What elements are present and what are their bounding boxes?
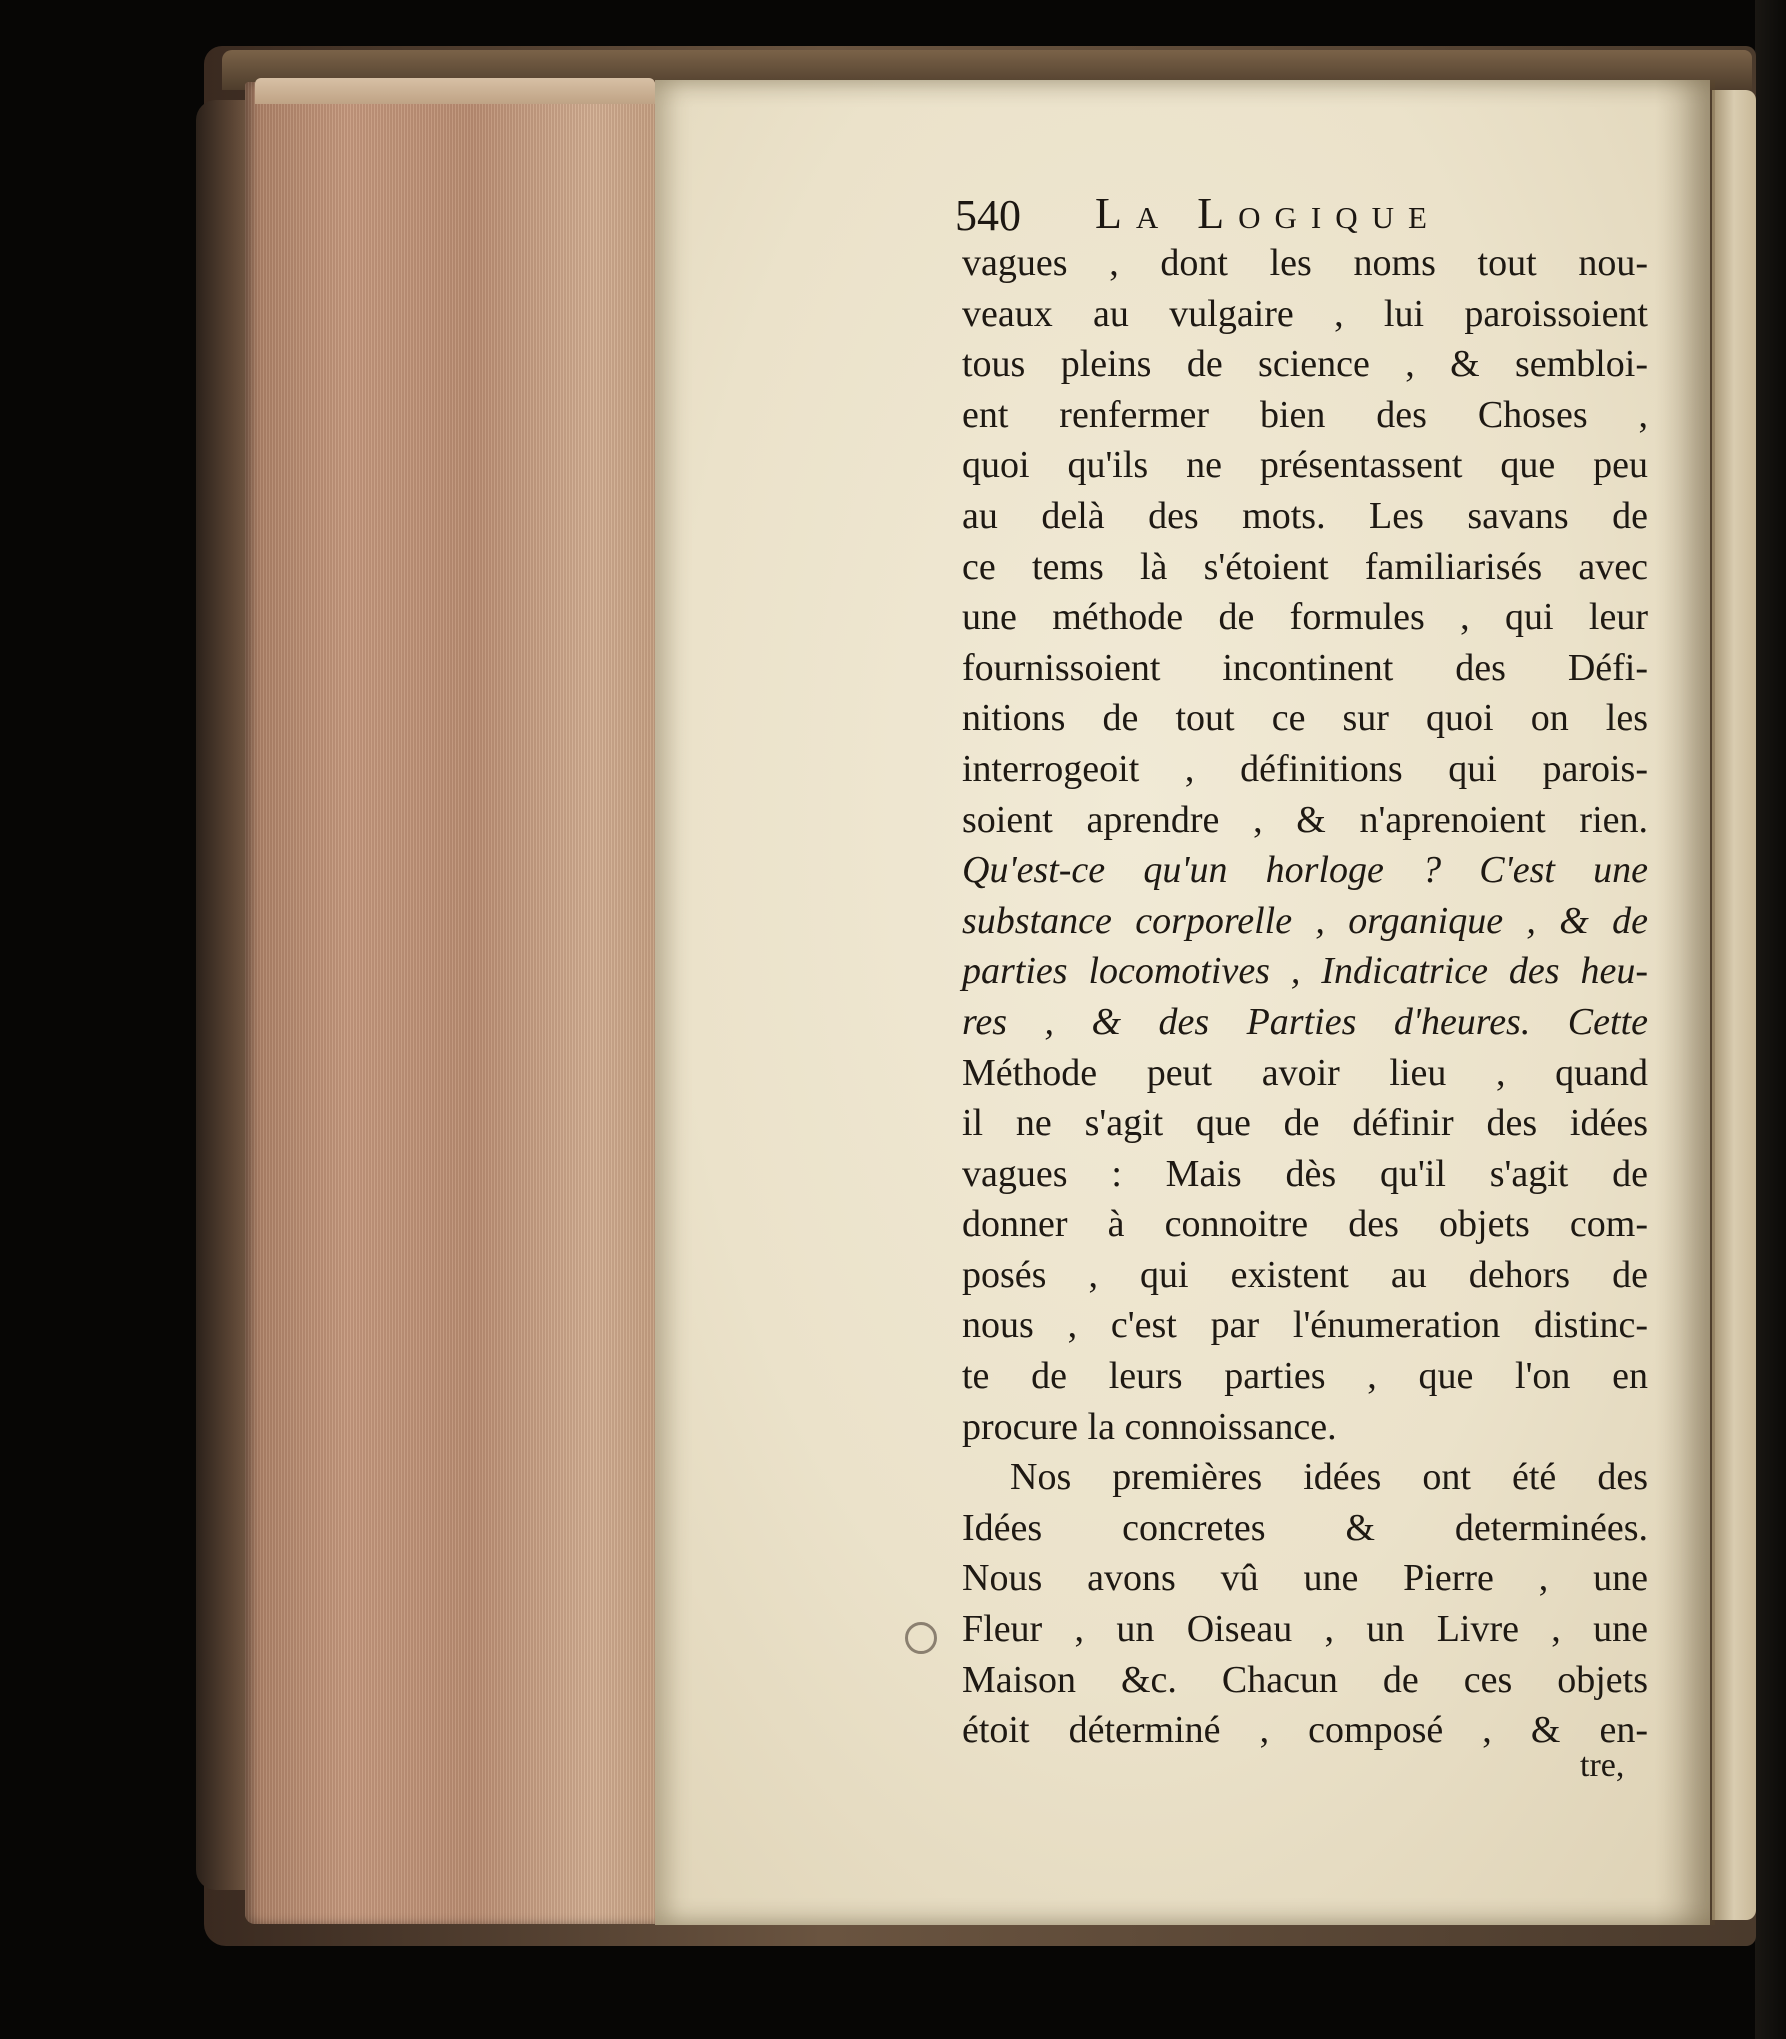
page-number: 540 xyxy=(955,191,1021,240)
page-edges-top xyxy=(255,78,655,104)
text-line: quoi qu'ils ne présentassent que peu xyxy=(962,444,1648,487)
text-line-italic: Qu'est-ce qu'un horloge ? C'est une xyxy=(962,849,1648,892)
text-line: Maison &c. Chacun de ces objets xyxy=(962,1658,1648,1701)
page-stain xyxy=(905,1622,937,1654)
text-line: interrogeoit , définitions qui parois- xyxy=(962,747,1648,790)
text-line: tous pleins de science , & sembloi- xyxy=(962,343,1648,386)
background-edge xyxy=(1755,0,1786,2039)
text-line: Nous avons vû une Pierre , une xyxy=(962,1557,1648,1600)
text-line: procure la connoissance. xyxy=(962,1405,1337,1448)
text-line: il ne s'agit que de définir des idées xyxy=(962,1102,1648,1145)
text-line: soient aprendre , & n'aprenoient rien. xyxy=(962,798,1648,841)
gutter-shadow xyxy=(1655,80,1715,1925)
text-line: donner à connoitre des objets com- xyxy=(962,1203,1648,1246)
text-line: posés , qui existent au dehors de xyxy=(962,1253,1648,1296)
text-line: Idées concretes & determinées. xyxy=(962,1506,1648,1549)
text-line: ce tems là s'étoient familiarisés avec xyxy=(962,545,1648,588)
text-line: vagues , dont les noms tout nou- xyxy=(962,242,1648,284)
text-line: une méthode de formules , qui leur xyxy=(962,596,1648,639)
text-line: vagues : Mais dès qu'il s'agit de xyxy=(962,1152,1648,1195)
text-line: fournissoient incontinent des Défi- xyxy=(962,646,1648,689)
text-line: te de leurs parties , que l'on en xyxy=(962,1355,1648,1398)
text-line: étoit déterminé , composé , & en- xyxy=(962,1709,1648,1752)
text-line: nous , c'est par l'énumeration distinc- xyxy=(962,1304,1648,1347)
text-line: Méthode peut avoir lieu , quand xyxy=(962,1051,1648,1094)
text-line: nitions de tout ce sur quoi on les xyxy=(962,697,1648,740)
text-line: veaux au vulgaire , lui paroissoient xyxy=(962,292,1648,335)
text-line-italic: parties locomotives , Indicatrice des heu- xyxy=(962,950,1648,993)
text-line: ent renfermer bien des Choses , xyxy=(962,393,1648,436)
text-line-italic: substance corporelle , organique , & de xyxy=(962,899,1648,942)
catchword: tre, xyxy=(1580,1747,1625,1784)
text-line: res , & des Parties d'heures. Cette xyxy=(962,1000,1648,1043)
body-text xyxy=(962,238,1648,1756)
page-edges xyxy=(245,82,657,1924)
text-line: au delà des mots. Les savans de xyxy=(962,494,1648,537)
paragraph-start-line: Nos premières idées ont été des xyxy=(1010,1456,1648,1499)
text-line: Fleur , un Oiseau , un Livre , une xyxy=(962,1608,1648,1651)
facing-page-edge xyxy=(1712,90,1756,1920)
running-title: La Logique xyxy=(1095,189,1441,238)
